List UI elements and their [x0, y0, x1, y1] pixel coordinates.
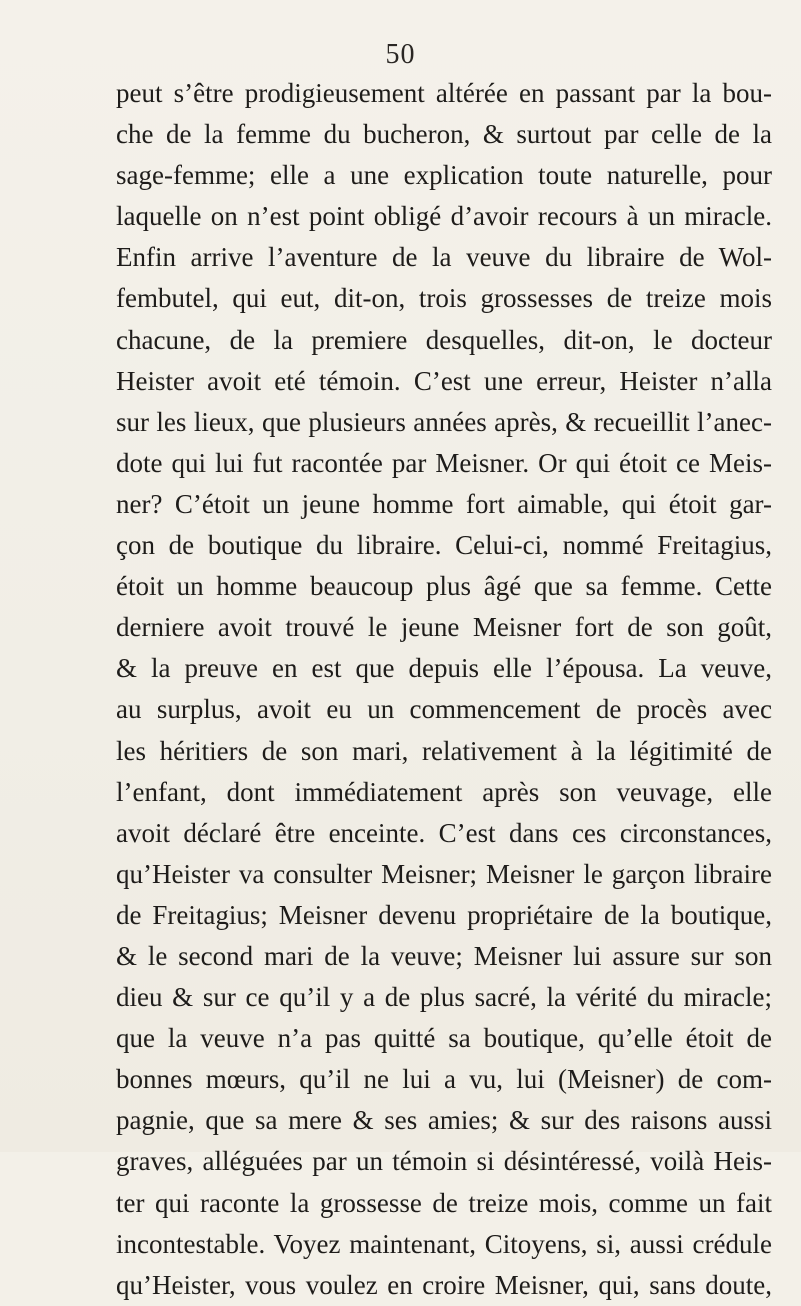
- body-text: [116, 73, 772, 1306]
- text-line: Heister avoit eté témoin. C’est une erreur, Heister n’alla: [116, 365, 772, 396]
- text-line: étoit un homme beaucoup plus âgé que sa femme. Cette: [116, 571, 772, 602]
- text-line: che de la femme du bucheron, & surtout par celle de la: [116, 119, 772, 150]
- text-line: peut s’être prodigieusement altérée en passant par la bou-: [116, 78, 772, 108]
- text-line: incontestable. Voyez maintenant, Citoyens, si, aussi crédule: [116, 1228, 772, 1259]
- text-line: chacune, de la premiere desquelles, dit-on, le docteur: [116, 324, 772, 355]
- text-line: ner? C’étoit un jeune homme fort aimable, qui étoit gar-: [116, 488, 772, 519]
- text-line: qu’Heister, vous voulez en croire Meisner, qui, sans doute,: [116, 1269, 772, 1300]
- text-line: dieu & sur ce qu’il y a de plus sacré, la vérité du miracle;: [116, 982, 772, 1013]
- text-line: derniere avoit trouvé le jeune Meisner fort de son goût,: [116, 612, 772, 643]
- text-line: & le second mari de la veuve; Meisner lui assure sur son: [116, 940, 772, 971]
- text-line: de Freitagius; Meisner devenu propriétaire de la boutique,: [116, 899, 772, 930]
- text-line: au surplus, avoit eu un commencement de procès avec: [116, 694, 772, 725]
- text-line: çon de boutique du libraire. Celui-ci, nommé Freitagius,: [116, 530, 772, 561]
- text-line: graves, alléguées par un témoin si désintéressé, voilà Heis-: [116, 1146, 772, 1177]
- text-line: ter qui raconte la grossesse de treize mois, comme un fait: [116, 1187, 772, 1218]
- text-line: avoit déclaré être enceinte. C’est dans ces circonstances,: [116, 817, 772, 848]
- text-line: les héritiers de son mari, relativement à la légitimité de: [116, 735, 772, 766]
- page-number: 50: [385, 39, 416, 70]
- text-line: l’enfant, dont immédiatement après son veuvage, elle: [116, 776, 772, 807]
- text-line: & la preuve en est que depuis elle l’épousa. La veuve,: [116, 653, 772, 684]
- text-line: pagnie, que sa mere & ses amies; & sur des raisons aussi: [116, 1105, 772, 1136]
- text-line: fembutel, qui eut, dit-on, trois grossesses de treize mois: [116, 283, 772, 314]
- text-line: Enfin arrive l’aventure de la veuve du libraire de Wol-: [116, 242, 772, 273]
- text-line: sur les lieux, que plusieurs années après, & recueillit l’anec-: [116, 406, 772, 437]
- text-line: bonnes mœurs, qu’il ne lui a vu, lui (Meisner) de com-: [116, 1064, 772, 1095]
- text-line: sage-femme; elle a une explication toute naturelle, pour: [116, 160, 772, 191]
- text-line: qu’Heister va consulter Meisner; Meisner le garçon libraire: [116, 858, 772, 889]
- text-line: dote qui lui fut racontée par Meisner. Or qui étoit ce Meis-: [116, 447, 772, 478]
- text-line: que la veuve n’a pas quitté sa boutique, qu’elle étoit de: [116, 1023, 772, 1054]
- text-line: laquelle on n’est point obligé d’avoir recours à un miracle.: [116, 201, 772, 232]
